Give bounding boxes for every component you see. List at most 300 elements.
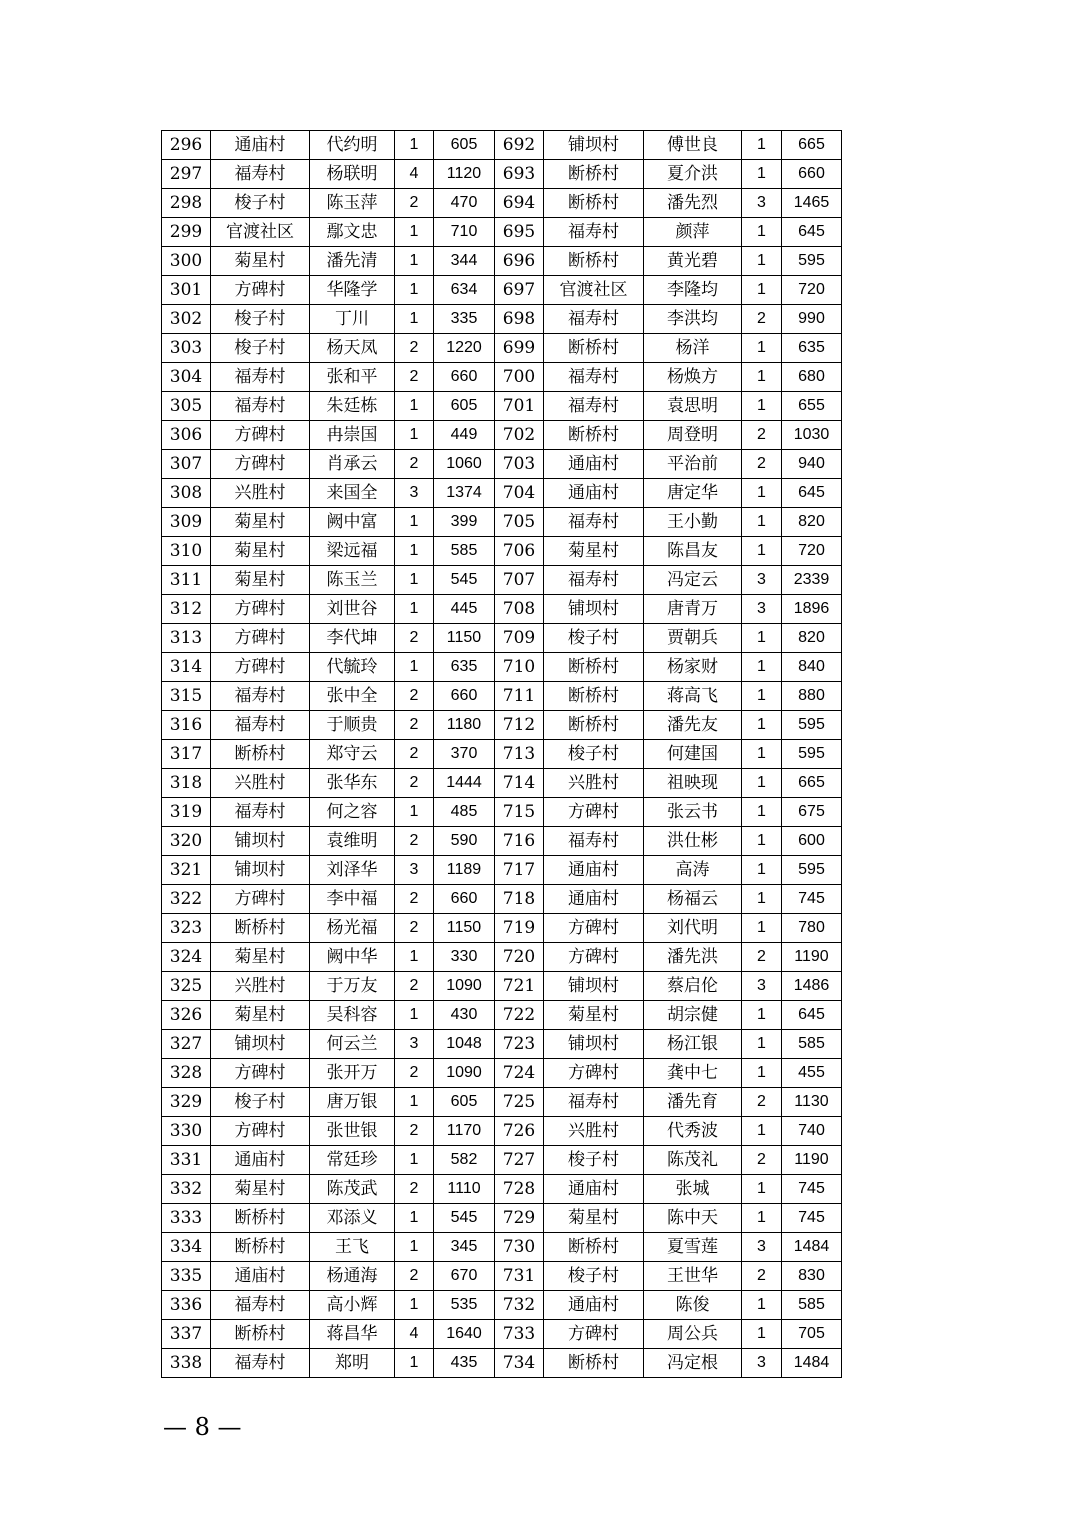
name-cell: 鄢文忠 bbox=[310, 218, 395, 247]
name-cell: 唐定华 bbox=[644, 479, 742, 508]
village-cell: 兴胜村 bbox=[211, 479, 310, 508]
household-size-cell: 3 bbox=[395, 479, 434, 508]
serial-no-cell: 732 bbox=[495, 1291, 544, 1320]
name-cell: 于顺贵 bbox=[310, 711, 395, 740]
village-cell: 方碑村 bbox=[544, 943, 644, 972]
amount-cell: 1130 bbox=[782, 1088, 842, 1117]
table-row bbox=[162, 1291, 842, 1320]
village-cell: 梭子村 bbox=[544, 1146, 644, 1175]
name-cell: 张华东 bbox=[310, 769, 395, 798]
amount-cell: 820 bbox=[782, 624, 842, 653]
name-cell: 杨通海 bbox=[310, 1262, 395, 1291]
name-cell: 李代坤 bbox=[310, 624, 395, 653]
amount-cell: 605 bbox=[434, 392, 495, 421]
household-size-cell: 1 bbox=[395, 653, 434, 682]
table-row bbox=[162, 769, 842, 798]
household-size-cell: 1 bbox=[395, 798, 434, 827]
serial-no-cell: 305 bbox=[162, 392, 211, 421]
serial-no-cell: 720 bbox=[495, 943, 544, 972]
village-cell: 梭子村 bbox=[211, 189, 310, 218]
serial-no-cell: 307 bbox=[162, 450, 211, 479]
household-size-cell: 3 bbox=[742, 1233, 782, 1262]
table-row bbox=[162, 1088, 842, 1117]
household-size-cell: 1 bbox=[742, 740, 782, 769]
name-cell: 冯定根 bbox=[644, 1349, 742, 1378]
name-cell: 刘代明 bbox=[644, 914, 742, 943]
serial-no-cell: 309 bbox=[162, 508, 211, 537]
table-row bbox=[162, 798, 842, 827]
serial-no-cell: 329 bbox=[162, 1088, 211, 1117]
village-cell: 方碑村 bbox=[211, 276, 310, 305]
serial-no-cell: 333 bbox=[162, 1204, 211, 1233]
table-row bbox=[162, 421, 842, 450]
name-cell: 夏雪莲 bbox=[644, 1233, 742, 1262]
name-cell: 杨光福 bbox=[310, 914, 395, 943]
amount-cell: 634 bbox=[434, 276, 495, 305]
household-size-cell: 1 bbox=[395, 392, 434, 421]
village-cell: 方碑村 bbox=[211, 624, 310, 653]
village-cell: 通庙村 bbox=[544, 450, 644, 479]
name-cell: 杨江银 bbox=[644, 1030, 742, 1059]
household-size-cell: 2 bbox=[742, 421, 782, 450]
name-cell: 吴科容 bbox=[310, 1001, 395, 1030]
name-cell: 张和平 bbox=[310, 363, 395, 392]
serial-no-cell: 299 bbox=[162, 218, 211, 247]
household-size-cell: 1 bbox=[395, 1233, 434, 1262]
village-cell: 通庙村 bbox=[544, 479, 644, 508]
table-row bbox=[162, 943, 842, 972]
serial-no-cell: 712 bbox=[495, 711, 544, 740]
name-cell: 陈茂武 bbox=[310, 1175, 395, 1204]
name-cell: 杨洋 bbox=[644, 334, 742, 363]
name-cell: 张开万 bbox=[310, 1059, 395, 1088]
amount-cell: 645 bbox=[782, 479, 842, 508]
household-size-cell: 4 bbox=[395, 1320, 434, 1349]
village-cell: 断桥村 bbox=[211, 740, 310, 769]
serial-no-cell: 703 bbox=[495, 450, 544, 479]
name-cell: 常廷珍 bbox=[310, 1146, 395, 1175]
village-cell: 断桥村 bbox=[544, 1233, 644, 1262]
village-cell: 方碑村 bbox=[544, 914, 644, 943]
serial-no-cell: 306 bbox=[162, 421, 211, 450]
name-cell: 蔡启伦 bbox=[644, 972, 742, 1001]
amount-cell: 2339 bbox=[782, 566, 842, 595]
name-cell: 陈玉萍 bbox=[310, 189, 395, 218]
name-cell: 何建国 bbox=[644, 740, 742, 769]
amount-cell: 660 bbox=[434, 363, 495, 392]
amount-cell: 670 bbox=[434, 1262, 495, 1291]
serial-no-cell: 324 bbox=[162, 943, 211, 972]
serial-no-cell: 323 bbox=[162, 914, 211, 943]
amount-cell: 1060 bbox=[434, 450, 495, 479]
table-row bbox=[162, 305, 842, 334]
amount-cell: 830 bbox=[782, 1262, 842, 1291]
amount-cell: 645 bbox=[782, 1001, 842, 1030]
table-row bbox=[162, 1349, 842, 1378]
amount-cell: 485 bbox=[434, 798, 495, 827]
household-size-cell: 1 bbox=[395, 1291, 434, 1320]
amount-cell: 1484 bbox=[782, 1349, 842, 1378]
village-cell: 铺坝村 bbox=[544, 595, 644, 624]
household-size-cell: 1 bbox=[395, 276, 434, 305]
village-cell: 菊星村 bbox=[544, 537, 644, 566]
amount-cell: 1110 bbox=[434, 1175, 495, 1204]
household-size-cell: 2 bbox=[742, 305, 782, 334]
table-row bbox=[162, 885, 842, 914]
serial-no-cell: 692 bbox=[495, 131, 544, 160]
household-size-cell: 2 bbox=[742, 1088, 782, 1117]
table-row bbox=[162, 392, 842, 421]
table-row bbox=[162, 1059, 842, 1088]
serial-no-cell: 730 bbox=[495, 1233, 544, 1262]
household-size-cell: 1 bbox=[395, 537, 434, 566]
household-size-cell: 1 bbox=[742, 160, 782, 189]
village-cell: 兴胜村 bbox=[544, 1117, 644, 1146]
village-cell: 通庙村 bbox=[544, 885, 644, 914]
serial-no-cell: 708 bbox=[495, 595, 544, 624]
village-cell: 断桥村 bbox=[544, 334, 644, 363]
village-cell: 福寿村 bbox=[544, 566, 644, 595]
name-cell: 杨家财 bbox=[644, 653, 742, 682]
amount-cell: 399 bbox=[434, 508, 495, 537]
name-cell: 代约明 bbox=[310, 131, 395, 160]
serial-no-cell: 319 bbox=[162, 798, 211, 827]
name-cell: 贾朝兵 bbox=[644, 624, 742, 653]
table-row bbox=[162, 914, 842, 943]
serial-no-cell: 701 bbox=[495, 392, 544, 421]
name-cell: 邓添义 bbox=[310, 1204, 395, 1233]
amount-cell: 665 bbox=[782, 131, 842, 160]
household-size-cell: 2 bbox=[395, 334, 434, 363]
name-cell: 平治前 bbox=[644, 450, 742, 479]
household-size-cell: 1 bbox=[395, 1204, 434, 1233]
amount-cell: 1896 bbox=[782, 595, 842, 624]
name-cell: 夏介洪 bbox=[644, 160, 742, 189]
amount-cell: 665 bbox=[782, 769, 842, 798]
name-cell: 何云兰 bbox=[310, 1030, 395, 1059]
household-size-cell: 2 bbox=[742, 943, 782, 972]
amount-cell: 430 bbox=[434, 1001, 495, 1030]
name-cell: 何之容 bbox=[310, 798, 395, 827]
serial-no-cell: 312 bbox=[162, 595, 211, 624]
household-size-cell: 1 bbox=[395, 943, 434, 972]
table-row bbox=[162, 479, 842, 508]
household-size-cell: 1 bbox=[395, 1146, 434, 1175]
village-cell: 断桥村 bbox=[211, 914, 310, 943]
household-size-cell: 2 bbox=[395, 885, 434, 914]
amount-cell: 345 bbox=[434, 1233, 495, 1262]
household-size-cell: 1 bbox=[395, 421, 434, 450]
amount-cell: 1374 bbox=[434, 479, 495, 508]
household-size-cell: 1 bbox=[395, 566, 434, 595]
household-size-cell: 3 bbox=[395, 856, 434, 885]
amount-cell: 330 bbox=[434, 943, 495, 972]
amount-cell: 344 bbox=[434, 247, 495, 276]
village-cell: 方碑村 bbox=[211, 885, 310, 914]
serial-no-cell: 315 bbox=[162, 682, 211, 711]
amount-cell: 1220 bbox=[434, 334, 495, 363]
amount-cell: 1090 bbox=[434, 1059, 495, 1088]
name-cell: 张世银 bbox=[310, 1117, 395, 1146]
serial-no-cell: 729 bbox=[495, 1204, 544, 1233]
name-cell: 陈俊 bbox=[644, 1291, 742, 1320]
name-cell: 潘先友 bbox=[644, 711, 742, 740]
household-size-cell: 1 bbox=[742, 131, 782, 160]
village-cell: 福寿村 bbox=[211, 1291, 310, 1320]
village-cell: 铺坝村 bbox=[211, 856, 310, 885]
table-row bbox=[162, 450, 842, 479]
amount-cell: 1180 bbox=[434, 711, 495, 740]
name-cell: 陈茂礼 bbox=[644, 1146, 742, 1175]
household-size-cell: 1 bbox=[742, 711, 782, 740]
amount-cell: 585 bbox=[782, 1030, 842, 1059]
household-size-cell: 3 bbox=[742, 566, 782, 595]
amount-cell: 720 bbox=[782, 537, 842, 566]
household-size-cell: 2 bbox=[395, 972, 434, 1001]
amount-cell: 675 bbox=[782, 798, 842, 827]
amount-cell: 880 bbox=[782, 682, 842, 711]
serial-no-cell: 311 bbox=[162, 566, 211, 595]
amount-cell: 1170 bbox=[434, 1117, 495, 1146]
name-cell: 唐青万 bbox=[644, 595, 742, 624]
table-row bbox=[162, 1320, 842, 1349]
household-size-cell: 1 bbox=[395, 247, 434, 276]
name-cell: 周登明 bbox=[644, 421, 742, 450]
village-cell: 通庙村 bbox=[544, 1175, 644, 1204]
roster-body bbox=[162, 131, 842, 1378]
serial-no-cell: 700 bbox=[495, 363, 544, 392]
household-size-cell: 1 bbox=[742, 798, 782, 827]
village-cell: 官渡社区 bbox=[544, 276, 644, 305]
table-row bbox=[162, 508, 842, 537]
name-cell: 潘先育 bbox=[644, 1088, 742, 1117]
name-cell: 胡宗健 bbox=[644, 1001, 742, 1030]
serial-no-cell: 716 bbox=[495, 827, 544, 856]
village-cell: 菊星村 bbox=[544, 1204, 644, 1233]
serial-no-cell: 332 bbox=[162, 1175, 211, 1204]
village-cell: 梭子村 bbox=[211, 1088, 310, 1117]
name-cell: 王小勤 bbox=[644, 508, 742, 537]
serial-no-cell: 726 bbox=[495, 1117, 544, 1146]
household-size-cell: 2 bbox=[742, 450, 782, 479]
serial-no-cell: 695 bbox=[495, 218, 544, 247]
amount-cell: 545 bbox=[434, 566, 495, 595]
amount-cell: 435 bbox=[434, 1349, 495, 1378]
amount-cell: 645 bbox=[782, 218, 842, 247]
serial-no-cell: 337 bbox=[162, 1320, 211, 1349]
household-size-cell: 1 bbox=[395, 595, 434, 624]
amount-cell: 745 bbox=[782, 1204, 842, 1233]
household-size-cell: 2 bbox=[395, 363, 434, 392]
name-cell: 郑守云 bbox=[310, 740, 395, 769]
amount-cell: 1150 bbox=[434, 624, 495, 653]
amount-cell: 635 bbox=[782, 334, 842, 363]
village-cell: 福寿村 bbox=[211, 363, 310, 392]
name-cell: 代秀波 bbox=[644, 1117, 742, 1146]
household-size-cell: 1 bbox=[742, 885, 782, 914]
name-cell: 华隆学 bbox=[310, 276, 395, 305]
name-cell: 王飞 bbox=[310, 1233, 395, 1262]
table-row bbox=[162, 537, 842, 566]
serial-no-cell: 710 bbox=[495, 653, 544, 682]
household-size-cell: 1 bbox=[395, 1088, 434, 1117]
amount-cell: 595 bbox=[782, 711, 842, 740]
village-cell: 梭子村 bbox=[544, 740, 644, 769]
village-cell: 福寿村 bbox=[211, 1349, 310, 1378]
household-size-cell: 1 bbox=[742, 1204, 782, 1233]
village-cell: 福寿村 bbox=[544, 363, 644, 392]
village-cell: 通庙村 bbox=[544, 856, 644, 885]
village-cell: 断桥村 bbox=[211, 1320, 310, 1349]
serial-no-cell: 308 bbox=[162, 479, 211, 508]
serial-no-cell: 316 bbox=[162, 711, 211, 740]
household-size-cell: 2 bbox=[395, 682, 434, 711]
relief-roster-table bbox=[161, 130, 842, 1378]
name-cell: 袁维明 bbox=[310, 827, 395, 856]
table-row bbox=[162, 1175, 842, 1204]
household-size-cell: 2 bbox=[395, 189, 434, 218]
household-size-cell: 1 bbox=[742, 392, 782, 421]
amount-cell: 335 bbox=[434, 305, 495, 334]
household-size-cell: 2 bbox=[742, 1146, 782, 1175]
village-cell: 断桥村 bbox=[544, 711, 644, 740]
table-row bbox=[162, 1001, 842, 1030]
household-size-cell: 1 bbox=[395, 1349, 434, 1378]
amount-cell: 1465 bbox=[782, 189, 842, 218]
name-cell: 于万友 bbox=[310, 972, 395, 1001]
amount-cell: 605 bbox=[434, 1088, 495, 1117]
name-cell: 代毓玲 bbox=[310, 653, 395, 682]
amount-cell: 1640 bbox=[434, 1320, 495, 1349]
serial-no-cell: 702 bbox=[495, 421, 544, 450]
village-cell: 福寿村 bbox=[544, 392, 644, 421]
table-row bbox=[162, 566, 842, 595]
name-cell: 杨焕方 bbox=[644, 363, 742, 392]
serial-no-cell: 301 bbox=[162, 276, 211, 305]
table-row bbox=[162, 682, 842, 711]
village-cell: 断桥村 bbox=[544, 247, 644, 276]
household-size-cell: 2 bbox=[395, 624, 434, 653]
serial-no-cell: 313 bbox=[162, 624, 211, 653]
table-row bbox=[162, 131, 842, 160]
amount-cell: 1030 bbox=[782, 421, 842, 450]
serial-no-cell: 336 bbox=[162, 1291, 211, 1320]
name-cell: 王世华 bbox=[644, 1262, 742, 1291]
amount-cell: 1190 bbox=[782, 943, 842, 972]
name-cell: 梁远福 bbox=[310, 537, 395, 566]
village-cell: 福寿村 bbox=[211, 682, 310, 711]
serial-no-cell: 723 bbox=[495, 1030, 544, 1059]
household-size-cell: 1 bbox=[742, 479, 782, 508]
village-cell: 铺坝村 bbox=[211, 827, 310, 856]
amount-cell: 449 bbox=[434, 421, 495, 450]
village-cell: 福寿村 bbox=[211, 798, 310, 827]
household-size-cell: 1 bbox=[742, 1320, 782, 1349]
household-size-cell: 1 bbox=[742, 537, 782, 566]
household-size-cell: 1 bbox=[742, 276, 782, 305]
household-size-cell: 1 bbox=[742, 508, 782, 537]
village-cell: 断桥村 bbox=[211, 1204, 310, 1233]
household-size-cell: 1 bbox=[742, 769, 782, 798]
amount-cell: 990 bbox=[782, 305, 842, 334]
village-cell: 断桥村 bbox=[544, 189, 644, 218]
household-size-cell: 2 bbox=[395, 914, 434, 943]
village-cell: 方碑村 bbox=[544, 798, 644, 827]
serial-no-cell: 335 bbox=[162, 1262, 211, 1291]
name-cell: 阙中华 bbox=[310, 943, 395, 972]
serial-no-cell: 326 bbox=[162, 1001, 211, 1030]
table-row bbox=[162, 1117, 842, 1146]
village-cell: 铺坝村 bbox=[544, 1030, 644, 1059]
serial-no-cell: 711 bbox=[495, 682, 544, 711]
village-cell: 铺坝村 bbox=[544, 131, 644, 160]
serial-no-cell: 728 bbox=[495, 1175, 544, 1204]
name-cell: 袁思明 bbox=[644, 392, 742, 421]
table-row bbox=[162, 189, 842, 218]
table-row bbox=[162, 363, 842, 392]
name-cell: 高涛 bbox=[644, 856, 742, 885]
name-cell: 周公兵 bbox=[644, 1320, 742, 1349]
household-size-cell: 1 bbox=[742, 624, 782, 653]
village-cell: 兴胜村 bbox=[211, 769, 310, 798]
household-size-cell: 1 bbox=[742, 856, 782, 885]
serial-no-cell: 718 bbox=[495, 885, 544, 914]
serial-no-cell: 297 bbox=[162, 160, 211, 189]
name-cell: 蒋高飞 bbox=[644, 682, 742, 711]
serial-no-cell: 321 bbox=[162, 856, 211, 885]
serial-no-cell: 334 bbox=[162, 1233, 211, 1262]
page-number: — 8 — bbox=[163, 1413, 242, 1441]
name-cell: 来国全 bbox=[310, 479, 395, 508]
amount-cell: 680 bbox=[782, 363, 842, 392]
serial-no-cell: 322 bbox=[162, 885, 211, 914]
name-cell: 唐万银 bbox=[310, 1088, 395, 1117]
serial-no-cell: 318 bbox=[162, 769, 211, 798]
village-cell: 菊星村 bbox=[544, 1001, 644, 1030]
name-cell: 陈玉兰 bbox=[310, 566, 395, 595]
amount-cell: 1190 bbox=[782, 1146, 842, 1175]
village-cell: 断桥村 bbox=[544, 682, 644, 711]
village-cell: 兴胜村 bbox=[211, 972, 310, 1001]
table-row bbox=[162, 624, 842, 653]
table-row bbox=[162, 595, 842, 624]
amount-cell: 1048 bbox=[434, 1030, 495, 1059]
household-size-cell: 1 bbox=[742, 1059, 782, 1088]
serial-no-cell: 296 bbox=[162, 131, 211, 160]
village-cell: 梭子村 bbox=[211, 334, 310, 363]
village-cell: 断桥村 bbox=[211, 1233, 310, 1262]
serial-no-cell: 714 bbox=[495, 769, 544, 798]
table-row bbox=[162, 160, 842, 189]
village-cell: 方碑村 bbox=[544, 1059, 644, 1088]
household-size-cell: 1 bbox=[742, 334, 782, 363]
name-cell: 潘先洪 bbox=[644, 943, 742, 972]
serial-no-cell: 713 bbox=[495, 740, 544, 769]
name-cell: 阙中富 bbox=[310, 508, 395, 537]
household-size-cell: 2 bbox=[742, 1262, 782, 1291]
amount-cell: 720 bbox=[782, 276, 842, 305]
serial-no-cell: 696 bbox=[495, 247, 544, 276]
serial-no-cell: 698 bbox=[495, 305, 544, 334]
village-cell: 方碑村 bbox=[211, 1059, 310, 1088]
serial-no-cell: 304 bbox=[162, 363, 211, 392]
table-row bbox=[162, 653, 842, 682]
serial-no-cell: 320 bbox=[162, 827, 211, 856]
household-size-cell: 1 bbox=[742, 653, 782, 682]
household-size-cell: 1 bbox=[742, 1175, 782, 1204]
household-size-cell: 1 bbox=[742, 247, 782, 276]
amount-cell: 370 bbox=[434, 740, 495, 769]
